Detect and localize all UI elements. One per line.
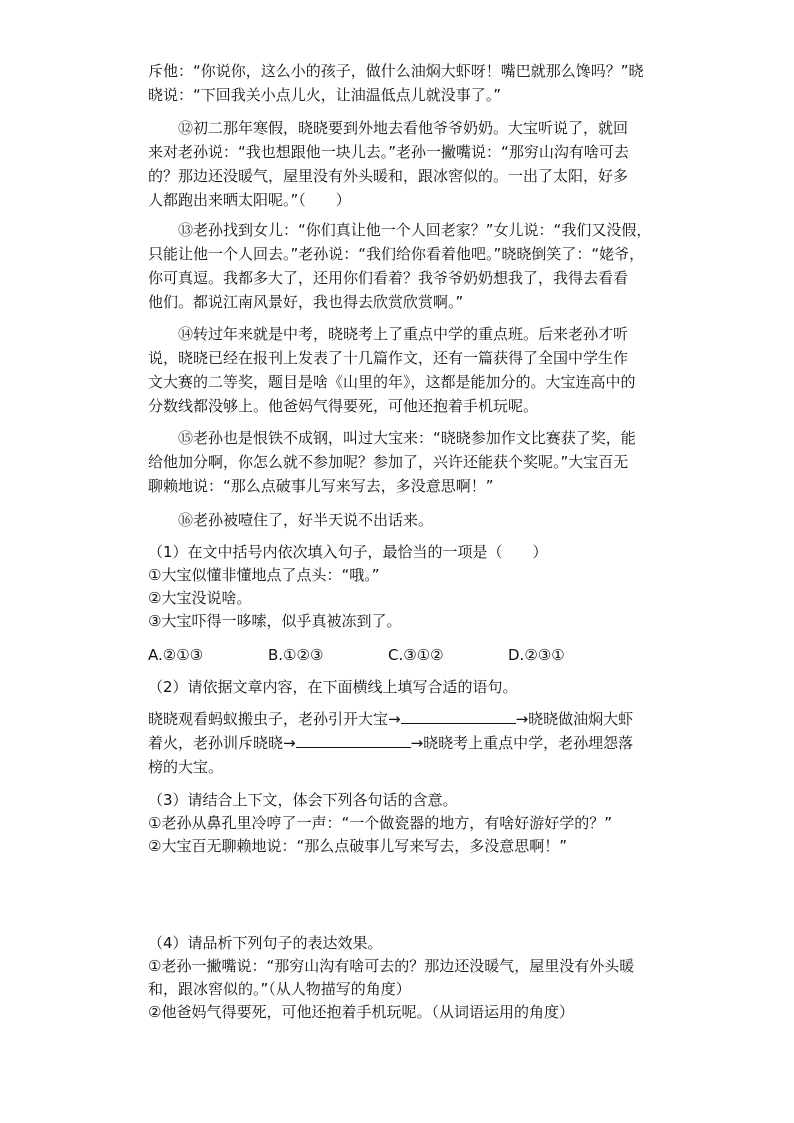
answer-blank-2[interactable] [296, 733, 411, 748]
paragraph-14-line: ⑭转过年来就是中考，晓晓考上了重点中学的重点班。后来老孙才听 [178, 325, 629, 343]
paragraph-12-line: ⑫初二那年寒假，晓晓要到外地去看他爷爷奶奶。大宝听说了，就回 [178, 119, 629, 137]
chain-text: 着火，老孙训斥晓晓→ [148, 734, 296, 752]
question-4-sentence-2: ②他爸妈气得要死，可他还抱着手机玩呢。（从词语运用的角度） [148, 1003, 574, 1021]
chain-text: →晓晓考上重点中学，老孙埋怨落 [410, 734, 634, 752]
answer-blank-1[interactable] [401, 709, 516, 724]
paragraph-13-line: 他们。都说江南风景好，我也得去欣赏欣赏啊。” [148, 293, 464, 311]
paragraph-15-line: 聊赖地说：“那么点破事儿写来写去，多没意思啊！” [148, 477, 494, 495]
chain-text: 晓晓观看蚂蚁搬虫子，老孙引开大宝→ [148, 710, 401, 728]
paragraph-12-line: 的？那边还没暖气，屋里没有外头暖和，跟冰窖似的。一出了太阳，好多 [148, 167, 629, 185]
question-4-sentence-1: 和，跟冰窖似的。”（从人物描写的角度） [148, 980, 411, 998]
option-b[interactable]: B.①②③ [268, 646, 324, 664]
question-4-stem: （4）请品析下列句子的表达效果。 [148, 934, 383, 952]
paragraph-14-line: 文大赛的二等奖，题目是啥《山里的年》，这都是能加分的。大宝连高中的 [148, 373, 636, 391]
question-3-sentence-1: ①老孙从鼻孔里冷哼了一声：“一个做瓷器的地方，有啥好游好学的？” [148, 814, 612, 832]
paragraph-15-line: ⑮老孙也是恨铁不成钢，叫过大宝来：“晓晓参加作文比赛获了奖，能 [178, 429, 636, 447]
option-a[interactable]: A.②①③ [148, 646, 204, 664]
paragraph-12-line: 人都跑出来晒太阳呢。”（ ） [148, 191, 351, 209]
question-3-stem: （3）请结合上下文，体会下列各句话的含意。 [148, 791, 458, 809]
paragraph-14-line: 分数线都没够上。他爸妈气得要死，可他还抱着手机玩呢。 [148, 397, 539, 415]
question-4-sentence-1: ①老孙一撇嘴说：“那穷山沟有啥可去的？那边还没暖气，屋里没有外头暖 [148, 957, 635, 975]
paragraph-12-line: 来对老孙说：“我也想跟他一块儿去。”老孙一撇嘴说：“那穷山沟有啥可去 [148, 143, 629, 161]
paragraph-14-line: 说，晓晓已经在报刊上发表了十几篇作文，还有一篇获得了全国中学生作 [148, 349, 629, 367]
question-1-sentence-1: ①大宝似懂非懂地点了点头：“哦。” [148, 566, 380, 584]
option-c[interactable]: C.③①② [388, 646, 444, 664]
question-1-stem: （1）在文中括号内依次填入句子，最恰当的一项是（ ） [148, 543, 548, 561]
question-3-sentence-2: ②大宝百无聊赖地说：“那么点破事儿写来写去，多没意思啊！” [148, 837, 567, 855]
text-line: 斥他：“你说你，这么小的孩子，做什么油焖大虾呀！嘴巴就那么馋吗？”晓 [148, 62, 644, 80]
question-2-line-2 [148, 732, 633, 755]
paragraph-13-line: 你可真逗。我都多大了，还用你们看着？我爷爷奶奶想我了，我得去看看 [148, 269, 629, 287]
question-2-line-3: 榜的大宝。 [148, 758, 224, 776]
question-1-sentence-2: ②大宝没说啥。 [148, 589, 252, 607]
text-line: 晓说：“下回我关小点儿火，让油温低点儿就没事了。” [148, 86, 502, 104]
chain-text: →晓晓做油焖大虾 [515, 710, 634, 728]
question-1-sentence-3: ③大宝吓得一哆嗦，似乎真被冻到了。 [148, 612, 402, 630]
option-d[interactable]: D.②③① [508, 646, 565, 664]
paragraph-15-line: 给他加分啊，你怎么就不参加呢？参加了，兴许还能获个奖呢。”大宝百无 [148, 453, 629, 471]
paragraph-16-line: ⑯老孙被噎住了，好半天说不出话来。 [178, 511, 434, 529]
question-2-stem: （2）请依据文章内容，在下面横线上填写合适的语句。 [148, 678, 518, 696]
paragraph-13-line: 只能让他一个人回去。”老孙说：“我们给你看着他吧。”晓晓倒笑了：“姥爷， [148, 245, 645, 263]
question-2-line-1 [148, 708, 633, 731]
question-1-options [148, 644, 668, 667]
paragraph-13-line: ⑬老孙找到女儿：“你们真让他一个人回老家？”女儿说：“我们又没假， [178, 221, 652, 239]
